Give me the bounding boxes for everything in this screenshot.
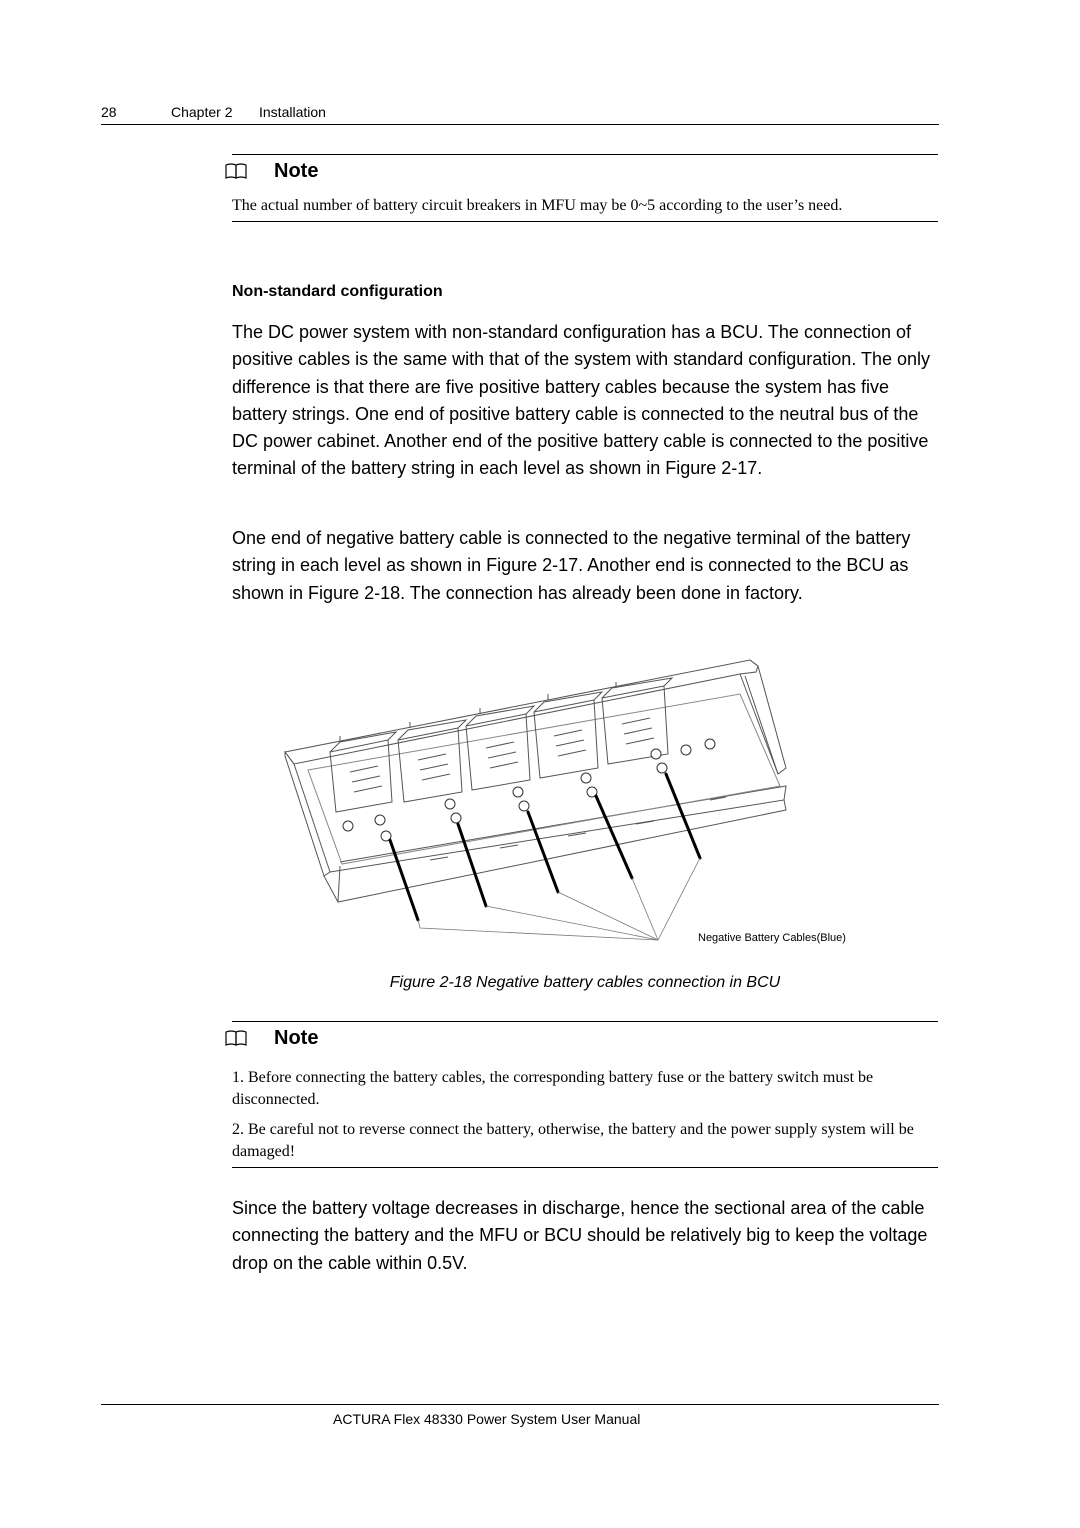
subheading: Non-standard configuration xyxy=(232,283,443,300)
page-footer xyxy=(101,1404,939,1427)
book-icon xyxy=(225,163,247,179)
note-title: Note xyxy=(274,160,319,182)
note-item-2: 2. Be careful not to reverse connect the battery, otherwise, the battery and the power supply system will be damaged! xyxy=(232,1121,914,1160)
bcu-diagram xyxy=(280,652,880,948)
paragraph-2: One end of negative battery cable is connected to the negative terminal of the battery string in each level as shown in Figure 2-17. Another end is connected to the BCU as shown in Figure 2-18. The connection has already been done in factory. xyxy=(232,528,911,603)
note-text: The actual number of battery circuit breakers in MFU may be 0~5 according to the user’s need. xyxy=(232,197,843,214)
page-number: 28 xyxy=(101,104,117,120)
note-box-1 xyxy=(232,154,938,222)
note-box-2 xyxy=(232,1021,938,1168)
closing-paragraph: Since the battery voltage decreases in discharge, hence the sectional area of the cable connecting the battery and the MFU or BCU should be relatively big to keep the voltage drop on the cable within 0.5V. xyxy=(232,1198,928,1273)
bcu-figure xyxy=(280,652,880,948)
callout-label: Negative Battery Cables(Blue) xyxy=(698,932,846,944)
figure-caption: Figure 2-18 Negative battery cables connection in BCU xyxy=(389,974,781,991)
paragraph-1: The DC power system with non-standard configuration has a BCU. The connection of positive cables is the same with that of the system with standard configuration. The only difference is that there are five positive battery cables because the system has five battery strings. One end of positive battery cable is connected to the neutral bus of the DC power cabinet. Another end of the positive battery cable is connected to the positive terminal of the battery string in each level as shown in Figure 2-17. xyxy=(232,322,931,479)
footer-text: ACTURA Flex 48330 Power System User Manual xyxy=(333,1411,641,1427)
note-title: Note xyxy=(274,1027,319,1049)
chapter-label: Chapter 2 xyxy=(171,104,233,120)
page-header xyxy=(101,102,939,125)
note-item-1: 1. Before connecting the battery cables, the corresponding battery fuse or the battery switch must be disconnected. xyxy=(232,1069,874,1108)
book-icon xyxy=(225,1030,247,1046)
section-label: Installation xyxy=(259,104,326,120)
